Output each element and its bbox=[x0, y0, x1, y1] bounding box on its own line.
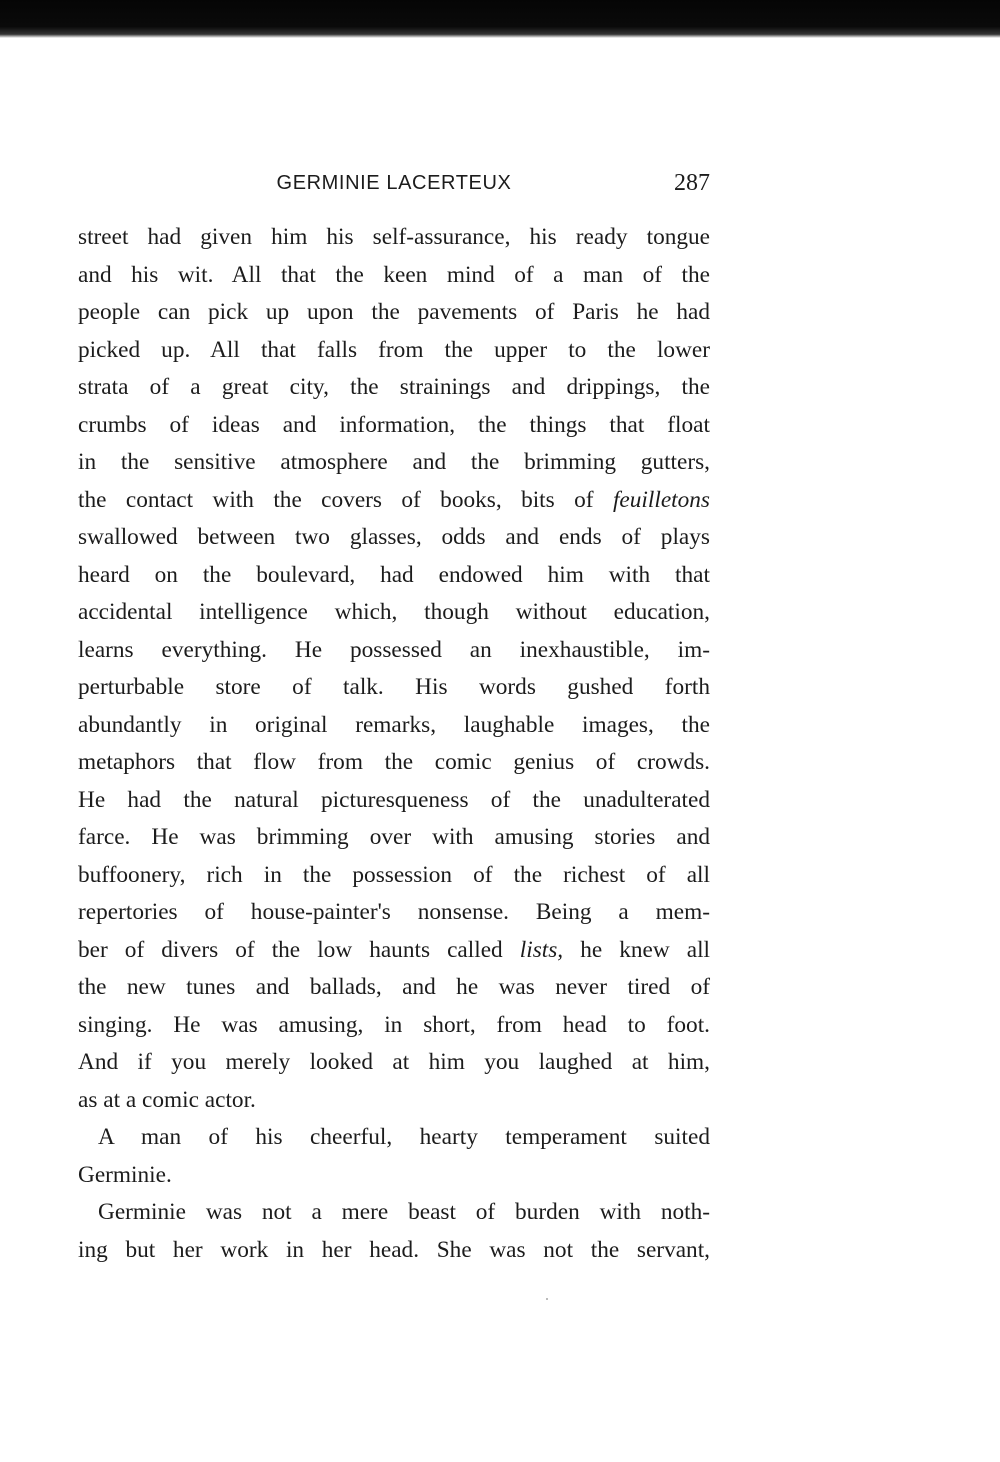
text-line-mixed bbox=[78, 932, 710, 970]
text-line: swallowed between two glasses, odds and ends of plays bbox=[78, 524, 710, 550]
text-line: and his wit. All that the keen mind of a man of the bbox=[78, 261, 710, 288]
book-title: GERMINIE LACERTEUX bbox=[276, 172, 512, 194]
text-segment: the contact with the covers of books, bits of bbox=[78, 486, 594, 513]
italic-word: lists, bbox=[519, 936, 564, 963]
text-line: And if you merely looked at him you laughed at him, bbox=[78, 1049, 710, 1075]
scan-speck bbox=[546, 1298, 548, 1300]
text-line: buffoonery, rich in the possession of the richest of all bbox=[78, 861, 710, 888]
text-line: strata of a great city, the strainings and drippings, the bbox=[78, 374, 710, 400]
text-line: perturbable store of talk. His words gushed forth bbox=[78, 674, 710, 700]
text-line-mixed bbox=[78, 482, 710, 520]
text-segment: he knew all bbox=[580, 936, 711, 963]
text-line: as at a comic actor. bbox=[78, 1086, 256, 1113]
text-line: singing. He was amusing, in short, from head to foot. bbox=[78, 1011, 710, 1038]
text-line: repertories of house-painter's nonsense. Being a mem- bbox=[78, 899, 710, 925]
text-line: farce. He was brimming over with amusing stories and bbox=[78, 824, 710, 850]
running-head bbox=[78, 170, 710, 200]
paragraph-2 bbox=[78, 1119, 710, 1194]
text-line: ing but her work in her head. She was not the servant, bbox=[78, 1236, 710, 1263]
text-line: in the sensitive atmosphere and the brimming gutters, bbox=[78, 449, 710, 475]
text-line: Germinie. bbox=[78, 1161, 172, 1188]
paragraph-1 bbox=[78, 219, 710, 1119]
text-line: learns everything. He possessed an inexhaustible, im- bbox=[78, 636, 710, 663]
text-line: Germinie was not a mere beast of burden with noth- bbox=[98, 1199, 710, 1225]
text-line: He had the natural picturesqueness of the unadulterated bbox=[78, 786, 710, 813]
scan-top-edge bbox=[0, 0, 1000, 38]
text-line: picked up. All that falls from the upper to the lower bbox=[78, 336, 710, 363]
text-line: crumbs of ideas and information, the things that float bbox=[78, 411, 710, 438]
text-line: A man of his cheerful, hearty temperament suited bbox=[98, 1124, 710, 1150]
paragraph-3 bbox=[78, 1194, 710, 1269]
page-number: 287 bbox=[674, 170, 710, 196]
text-line: street had given him his self-assurance, his ready tongue bbox=[78, 224, 710, 250]
text-line: metaphors that flow from the comic genius of crowds. bbox=[78, 749, 710, 775]
text-line: accidental intelligence which, though without education, bbox=[78, 599, 710, 625]
text-line: heard on the boulevard, had endowed him with that bbox=[78, 561, 710, 588]
italic-word: feuilletons bbox=[612, 486, 710, 513]
text-line: the new tunes and ballads, and he was never tired of bbox=[78, 974, 710, 1000]
text-segment: ber of divers of the low haunts called bbox=[78, 936, 503, 963]
text-line: abundantly in original remarks, laughable images, the bbox=[78, 711, 710, 738]
text-line: people can pick up upon the pavements of Paris he had bbox=[78, 299, 710, 325]
